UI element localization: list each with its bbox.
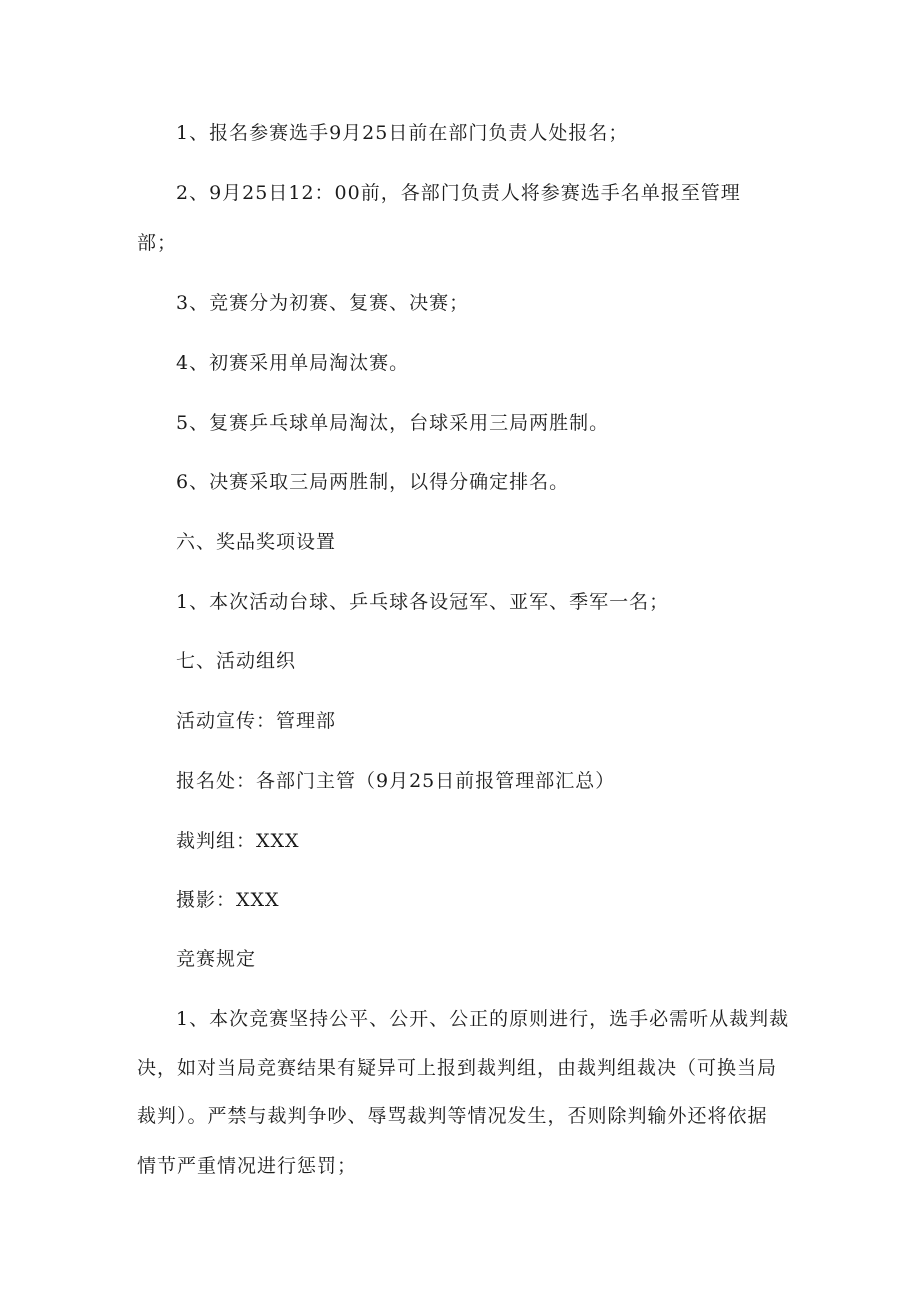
competition-rule-6: 6、决赛采取三局两胜制，以得分确定排名。 bbox=[176, 471, 570, 493]
registration-rule-2: 2、9月25日12：00前，各部门负责人将参赛选手名单报至管理 bbox=[176, 182, 741, 204]
organization-photography: 摄影：XXX bbox=[176, 889, 280, 911]
rules-paragraph-line-4: 情节严重情况进行惩罚； bbox=[137, 1155, 358, 1177]
prize-rule-1: 1、本次活动台球、乒乓球各设冠军、亚军、季军一名； bbox=[176, 591, 670, 613]
competition-rule-4: 4、初赛采用单局淘汰赛。 bbox=[176, 352, 410, 374]
section-heading-organization: 七、活动组织 bbox=[176, 650, 297, 672]
registration-rule-2-continued: 部； bbox=[137, 232, 178, 254]
section-heading-rules: 竞赛规定 bbox=[176, 948, 257, 970]
section-heading-prizes: 六、奖品奖项设置 bbox=[176, 531, 337, 553]
competition-rule-5: 5、复赛乒乓球单局淘汰，台球采用三局两胜制。 bbox=[176, 412, 610, 434]
registration-rule-1: 1、报名参赛选手9月25日前在部门负责人处报名； bbox=[176, 122, 629, 144]
organization-referee-group: 裁判组：XXX bbox=[176, 830, 300, 852]
organization-registration: 报名处：各部门主管（9月25日前报管理部汇总） bbox=[176, 770, 616, 792]
organization-publicity: 活动宣传：管理部 bbox=[176, 710, 337, 732]
competition-rule-3: 3、竞赛分为初赛、复赛、决赛； bbox=[176, 292, 470, 314]
rules-paragraph-line-3: 裁判）。严禁与裁判争吵、辱骂裁判等情况发生，否则除判输外还将依据 bbox=[137, 1105, 768, 1127]
rules-paragraph-line-2: 决，如对当局竞赛结果有疑异可上报到裁判组，由裁判组裁决（可换当局 bbox=[137, 1057, 778, 1079]
rules-paragraph-line-1: 1、本次竞赛坚持公平、公开、公正的原则进行，选手必需听从裁判裁 bbox=[176, 1008, 790, 1030]
